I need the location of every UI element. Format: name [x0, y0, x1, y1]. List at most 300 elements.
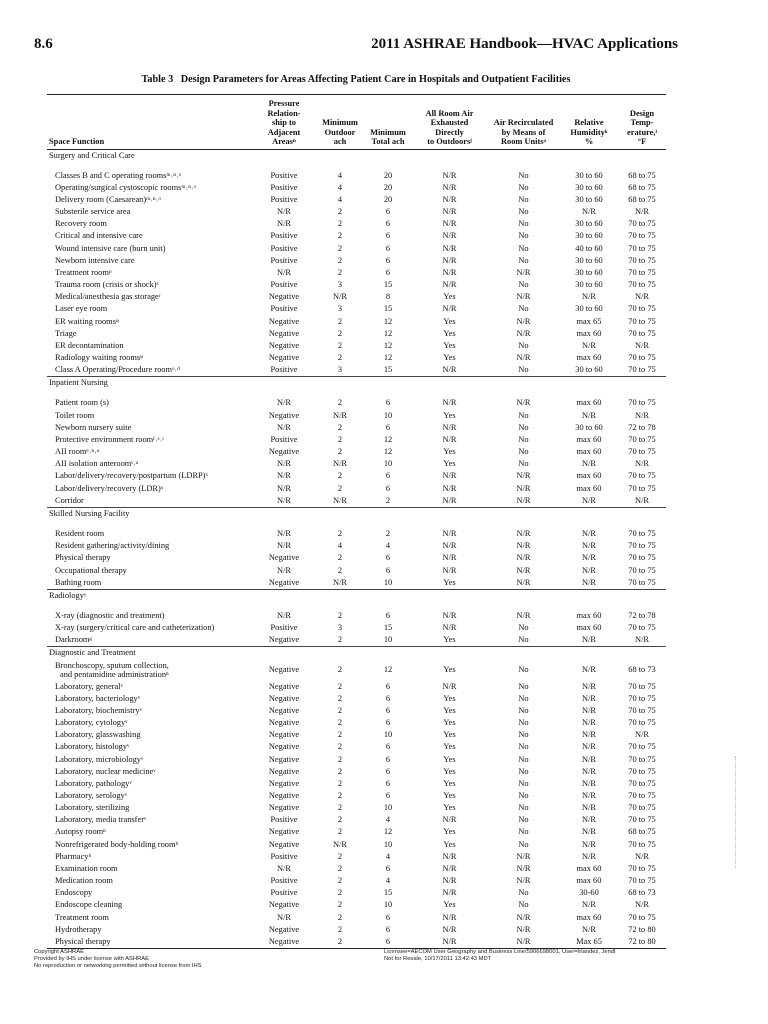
value-cell: No — [518, 803, 529, 813]
value-cell: 2 — [337, 665, 343, 675]
value-cell: Yes — [443, 459, 456, 469]
value-cell: 12 — [383, 353, 393, 362]
value-cell: 72 to 80 — [628, 924, 656, 934]
value-cell: N/R — [442, 231, 457, 241]
value-cell: 30 to 60 — [575, 422, 603, 432]
column-header-line: Directly — [435, 127, 464, 137]
value-cell: Negative — [268, 766, 300, 776]
value-cell: Negative — [268, 447, 300, 457]
value-cell: Negative — [268, 803, 300, 813]
value-cell: N/R — [277, 565, 291, 575]
value-cell: N/R — [442, 565, 457, 575]
value-cell: N/R — [635, 495, 649, 505]
value-cell: 6 — [385, 742, 391, 752]
value-cell: 20 — [383, 170, 393, 180]
column-header-line: % — [584, 137, 594, 146]
space-function-cell: Patient room (s) — [55, 398, 109, 408]
value-cell: N/R — [442, 304, 457, 314]
value-cell: Positive — [270, 280, 298, 290]
value-cell: Negative — [268, 742, 300, 752]
table-title: Table 3 Design Parameters for Areas Affecting Patient Care in Hospitals and Outpatient Facilities — [141, 74, 571, 85]
value-cell: 30 to 60 — [575, 267, 603, 277]
value-cell: No — [518, 754, 529, 764]
value-cell: N/R — [333, 495, 347, 505]
table-row — [47, 243, 666, 255]
spacer-cell — [47, 520, 666, 528]
space-function-cell: Laboratory, serologyᵛ — [55, 791, 128, 800]
value-cell: 2 — [337, 863, 343, 873]
value-cell: N/R — [635, 459, 649, 469]
value-cell: 6 — [385, 778, 391, 788]
value-cell: N/R — [442, 483, 457, 493]
table-row — [47, 887, 666, 899]
value-cell: N/R — [442, 553, 457, 563]
table-row — [47, 194, 666, 206]
value-cell: 20 — [383, 182, 393, 192]
value-cell: Negative — [268, 577, 300, 587]
table-row — [47, 389, 666, 397]
value-cell: N/R — [582, 754, 596, 764]
value-cell: N/R — [582, 803, 596, 813]
value-cell: 70 to 75 — [628, 280, 656, 290]
value-cell: 6 — [385, 610, 391, 620]
table-row — [47, 565, 666, 577]
value-cell: 2 — [337, 778, 343, 788]
value-cell: Yes — [443, 839, 456, 849]
space-function-cell: Corridor — [55, 495, 84, 505]
table-row — [47, 279, 666, 291]
space-function-cell: Labor/delivery/recovery (LDR)ˣ — [55, 483, 164, 493]
column-header-line: Outdoor — [324, 127, 356, 137]
value-cell: 70 to 75 — [628, 754, 656, 764]
column-header-line: Space Function — [49, 137, 105, 146]
column-header — [364, 95, 412, 150]
table-row — [47, 875, 666, 887]
value-cell: No — [518, 219, 529, 229]
column-header-line: °F — [637, 137, 647, 146]
value-cell: No — [518, 827, 529, 837]
column-header — [412, 95, 487, 150]
table-row — [47, 814, 666, 826]
space-function-cell: Treatment roomᵖ — [55, 267, 112, 277]
value-cell: N/R — [516, 483, 531, 493]
value-cell: No — [518, 365, 529, 375]
value-cell: 15 — [383, 280, 393, 290]
table-row — [47, 206, 666, 218]
value-cell: N/R — [635, 851, 649, 861]
value-cell: Yes — [443, 292, 456, 302]
value-cell: N/R — [635, 900, 649, 910]
table-row — [47, 660, 666, 681]
value-cell: N/R — [333, 459, 347, 469]
space-function-cell: Autopsy roomⁿ — [55, 827, 106, 837]
value-cell: 10 — [383, 635, 393, 645]
value-cell: 2 — [337, 718, 343, 728]
space-function-cell: Hydrotherapy — [55, 924, 102, 934]
space-function-cell: Physical therapy — [55, 936, 111, 946]
value-cell: Yes — [443, 766, 456, 776]
value-cell: N/R — [516, 495, 531, 505]
value-cell: 20 — [383, 194, 393, 204]
value-cell: 70 to 75 — [628, 803, 656, 813]
table-row — [47, 340, 666, 352]
value-cell: No — [518, 839, 529, 849]
value-cell: 2 — [337, 924, 343, 934]
value-cell: N/R — [516, 577, 531, 587]
space-function-cell: Radiology waiting roomsᵠ — [55, 353, 143, 362]
value-cell: Positive — [270, 888, 298, 898]
value-cell: 6 — [385, 791, 391, 800]
value-cell: N/R — [582, 839, 596, 849]
value-cell: 2 — [337, 827, 343, 837]
space-function-cell: AII roomᵉ˒ⁿ˒ᵘ — [55, 447, 100, 457]
column-header-line: Pressure — [268, 99, 300, 108]
value-cell: N/R — [277, 495, 291, 505]
value-cell: max 60 — [576, 863, 602, 873]
column-header-line: Relation- — [267, 108, 301, 118]
value-cell: N/R — [582, 635, 596, 645]
table-row — [47, 936, 666, 949]
value-cell: N/R — [635, 730, 649, 740]
value-cell: N/R — [582, 791, 596, 800]
value-cell: 2 — [337, 422, 343, 432]
value-cell: 70 to 75 — [628, 328, 656, 338]
value-cell: N/R — [635, 410, 649, 420]
value-cell: 10 — [383, 839, 393, 849]
value-cell: 3 — [337, 280, 343, 290]
value-cell: N/R — [442, 182, 457, 192]
value-cell: No — [518, 447, 529, 457]
value-cell: 70 to 75 — [628, 863, 656, 873]
value-cell: 2 — [337, 888, 343, 898]
value-cell: 15 — [383, 623, 393, 633]
value-cell: No — [518, 791, 529, 800]
value-cell: Negative — [268, 827, 300, 837]
value-cell: No — [518, 778, 529, 788]
value-cell: 70 to 75 — [628, 565, 656, 575]
value-cell: Positive — [270, 815, 298, 825]
table-row — [47, 328, 666, 340]
footer-copyright — [34, 949, 202, 971]
value-cell: Negative — [268, 292, 300, 302]
value-cell: Negative — [268, 553, 300, 563]
table-row — [47, 352, 666, 364]
value-cell: Positive — [270, 434, 298, 444]
value-cell: No — [518, 304, 529, 314]
value-cell: N/R — [277, 422, 291, 432]
space-function-cell: X-ray (surgery/critical care and catheterization) — [55, 623, 215, 633]
value-cell: Yes — [443, 328, 456, 338]
column-header-line: Design — [629, 108, 655, 118]
space-function-cell: Newborn intensive care — [55, 255, 135, 265]
value-cell: 2 — [337, 553, 343, 563]
space-function-cell: Resident gathering/activity/dining — [55, 541, 170, 551]
value-cell: N/R — [442, 398, 457, 408]
value-cell: N/R — [582, 207, 596, 217]
column-header-line: Room Unitsᵃ — [500, 137, 547, 146]
value-cell: 30 to 60 — [575, 231, 603, 241]
value-cell: Yes — [443, 635, 456, 645]
value-cell: 70 to 75 — [628, 483, 656, 493]
value-cell: Negative — [268, 791, 300, 800]
value-cell: N/R — [442, 876, 457, 886]
value-cell: N/R — [333, 839, 347, 849]
value-cell: N/R — [442, 924, 457, 934]
value-cell: 6 — [385, 398, 391, 408]
value-cell: 15 — [383, 365, 393, 375]
space-function-cell: Classes B and C operating roomsᵐ˒ⁿ˒ᵒ — [55, 170, 182, 180]
table-row — [47, 267, 666, 279]
table-row — [47, 741, 666, 753]
value-cell: 70 to 75 — [628, 529, 656, 539]
value-cell: 12 — [383, 328, 393, 338]
table-row — [47, 717, 666, 729]
value-cell: No — [518, 635, 529, 645]
value-cell: 70 to 75 — [628, 434, 656, 444]
value-cell: 68 to 75 — [628, 182, 656, 192]
space-function-cell: Resident room — [55, 529, 105, 539]
column-header-line: Total ach — [371, 137, 405, 146]
section-heading: Inpatient Nursing — [47, 377, 666, 390]
column-header-line: Air Recirculated — [493, 118, 554, 127]
table-row — [47, 634, 666, 647]
value-cell: 10 — [383, 803, 393, 813]
value-cell: 70 to 75 — [628, 778, 656, 788]
value-cell: 6 — [385, 483, 391, 493]
table-row — [47, 495, 666, 508]
value-cell: N/R — [635, 635, 649, 645]
value-cell: Negative — [268, 316, 300, 326]
value-cell: max 60 — [576, 434, 602, 444]
value-cell: max 60 — [576, 353, 602, 362]
value-cell: N/R — [277, 207, 291, 217]
value-cell: N/R — [277, 610, 291, 620]
value-cell: 4 — [337, 170, 343, 180]
value-cell: N/R — [582, 495, 596, 505]
value-cell: 10 — [383, 730, 393, 740]
value-cell: N/R — [582, 459, 596, 469]
value-cell: 4 — [385, 851, 391, 861]
value-cell: 70 to 75 — [628, 623, 656, 633]
table-row — [47, 458, 666, 470]
value-cell: 2 — [337, 243, 343, 253]
value-cell: 2 — [337, 610, 343, 620]
value-cell: N/R — [442, 471, 457, 481]
value-cell: 6 — [385, 766, 391, 776]
value-cell: max 65 — [576, 316, 602, 326]
value-cell: 6 — [385, 243, 391, 253]
value-cell: 2 — [337, 447, 343, 457]
table-row — [47, 839, 666, 851]
column-header-line: by Means of — [501, 127, 546, 137]
table-row — [47, 610, 666, 622]
value-cell: Yes — [443, 705, 456, 715]
footer-line: Copyright ASHRAE — [34, 949, 84, 955]
value-cell: 70 to 75 — [628, 681, 656, 691]
value-cell: No — [518, 665, 529, 675]
value-cell: Yes — [443, 718, 456, 728]
value-cell: N/R — [582, 730, 596, 740]
table-row — [47, 170, 666, 182]
table-row — [47, 681, 666, 693]
space-function-cell: AII isolation anteroomᵗ˒ᵘ — [55, 459, 139, 469]
value-cell: 12 — [383, 434, 393, 444]
book-title: 2011 ASHRAE Handbook—HVAC Applications — [371, 36, 678, 52]
column-header-line: ach — [333, 137, 347, 146]
value-cell: 2 — [337, 635, 343, 645]
value-cell: No — [518, 681, 529, 691]
spacer-cell — [47, 389, 666, 397]
value-cell: 2 — [337, 681, 343, 691]
value-cell: 2 — [385, 495, 391, 505]
value-cell: N/R — [442, 541, 457, 551]
value-cell: No — [518, 705, 529, 715]
value-cell: 2 — [337, 876, 343, 886]
value-cell: 70 to 75 — [628, 791, 656, 800]
table-row — [47, 182, 666, 194]
value-cell: 30 to 60 — [575, 170, 603, 180]
value-cell: Negative — [268, 936, 300, 946]
space-function-cell: Endoscopy — [55, 888, 93, 898]
value-cell: 30 to 60 — [575, 365, 603, 375]
value-cell: N/R — [277, 541, 291, 551]
table-row — [47, 729, 666, 741]
value-cell: 8 — [385, 292, 391, 302]
value-cell: N/R — [582, 577, 596, 587]
value-cell: max 60 — [576, 623, 602, 633]
value-cell: Yes — [443, 693, 456, 703]
value-cell: No — [518, 900, 529, 910]
value-cell: N/R — [582, 565, 596, 575]
value-cell: N/R — [582, 815, 596, 825]
value-cell: 6 — [385, 754, 391, 764]
value-cell: N/R — [582, 900, 596, 910]
value-cell: max 60 — [576, 610, 602, 620]
value-cell: Negative — [268, 718, 300, 728]
value-cell: Negative — [268, 754, 300, 764]
value-cell: 68 to 73 — [628, 665, 656, 675]
value-cell: 30-60 — [579, 888, 599, 898]
value-cell: 70 to 75 — [628, 693, 656, 703]
column-header — [316, 95, 364, 150]
value-cell: max 60 — [576, 398, 602, 408]
value-cell: N/R — [442, 280, 457, 290]
footer-line: Provided by IHS under license with ASHRAE — [34, 956, 150, 963]
value-cell: Yes — [443, 316, 456, 326]
value-cell: N/R — [516, 292, 531, 302]
value-cell: 2 — [337, 936, 343, 946]
value-cell: N/R — [277, 459, 291, 469]
value-cell: 12 — [383, 665, 393, 675]
value-cell: 3 — [337, 365, 343, 375]
space-function-cell: ER waiting roomsᵠ — [55, 316, 119, 326]
value-cell: N/R — [582, 340, 596, 350]
value-cell: Negative — [268, 900, 300, 910]
value-cell: No — [518, 231, 529, 241]
value-cell: N/R — [333, 292, 347, 302]
value-cell: 6 — [385, 255, 391, 265]
section-row — [47, 377, 666, 390]
value-cell: N/R — [582, 292, 596, 302]
value-cell: 70 to 75 — [628, 718, 656, 728]
value-cell: 6 — [385, 924, 391, 934]
column-header — [487, 95, 560, 150]
value-cell: 6 — [385, 705, 391, 715]
value-cell: Yes — [443, 827, 456, 837]
value-cell: 4 — [337, 182, 343, 192]
space-function-cell: Class A Operating/Procedure roomᵒ˒ᵈ — [55, 365, 180, 375]
value-cell: 6 — [385, 863, 391, 873]
value-cell: 15 — [383, 304, 393, 314]
value-cell: Yes — [443, 353, 456, 362]
value-cell: N/R — [442, 365, 457, 375]
value-cell: N/R — [516, 851, 531, 861]
table-row — [47, 291, 666, 303]
space-function-cell: Laboratory, generalᵛ — [55, 681, 123, 691]
table-row — [47, 483, 666, 495]
value-cell: N/R — [516, 267, 531, 277]
value-cell: No — [518, 730, 529, 740]
space-function-cell: Laboratory, glasswashing — [55, 730, 141, 740]
value-cell: 15 — [383, 888, 393, 898]
table-row — [47, 316, 666, 328]
value-cell: 2 — [337, 316, 343, 326]
space-function-cell: Newborn nursery suite — [55, 422, 132, 432]
value-cell: 12 — [383, 340, 393, 350]
value-cell: 70 to 75 — [628, 553, 656, 563]
space-function-cell: X-ray (diagnostic and treatment) — [55, 610, 165, 620]
value-cell: N/R — [516, 471, 531, 481]
space-function-cell: Darkroomᵍ — [55, 635, 92, 645]
space-function-cell: Examination room — [55, 863, 118, 873]
space-function-cell: Occupational therapy — [55, 565, 127, 575]
space-function-cell: Delivery room (Caesarean)ᵐ˒ⁿ˒ᵒ — [55, 194, 161, 204]
space-function-cell: Pharmacyᵇ — [55, 851, 92, 861]
running-header — [34, 36, 678, 56]
value-cell: 30 to 60 — [575, 194, 603, 204]
value-cell: 70 to 75 — [628, 219, 656, 229]
value-cell: N/R — [516, 553, 531, 563]
value-cell: N/R — [582, 766, 596, 776]
value-cell: 70 to 75 — [628, 766, 656, 776]
table-row — [47, 470, 666, 482]
table-row — [47, 218, 666, 230]
value-cell: 10 — [383, 459, 393, 469]
value-cell: 70 to 75 — [628, 815, 656, 825]
value-cell: 72 to 78 — [628, 422, 656, 432]
value-cell: 6 — [385, 219, 391, 229]
value-cell: 6 — [385, 681, 391, 691]
space-function-cell: Nonrefrigerated body-holding roomʰ — [55, 839, 179, 849]
value-cell: N/R — [442, 422, 457, 432]
section-row — [47, 507, 666, 520]
value-cell: 30 to 60 — [575, 182, 603, 192]
value-cell: Positive — [270, 194, 298, 204]
value-cell: 2 — [337, 742, 343, 752]
value-cell: Max 65 — [576, 936, 602, 946]
value-cell: 68 to 75 — [628, 827, 656, 837]
value-cell: Negative — [268, 353, 300, 362]
section-row — [47, 647, 666, 660]
value-cell: N/R — [516, 316, 531, 326]
value-cell: 70 to 75 — [628, 304, 656, 314]
value-cell: No — [518, 194, 529, 204]
value-cell: No — [518, 766, 529, 776]
value-cell: N/R — [442, 219, 457, 229]
value-cell: N/R — [442, 529, 457, 539]
value-cell: 2 — [337, 705, 343, 715]
value-cell: 2 — [337, 754, 343, 764]
